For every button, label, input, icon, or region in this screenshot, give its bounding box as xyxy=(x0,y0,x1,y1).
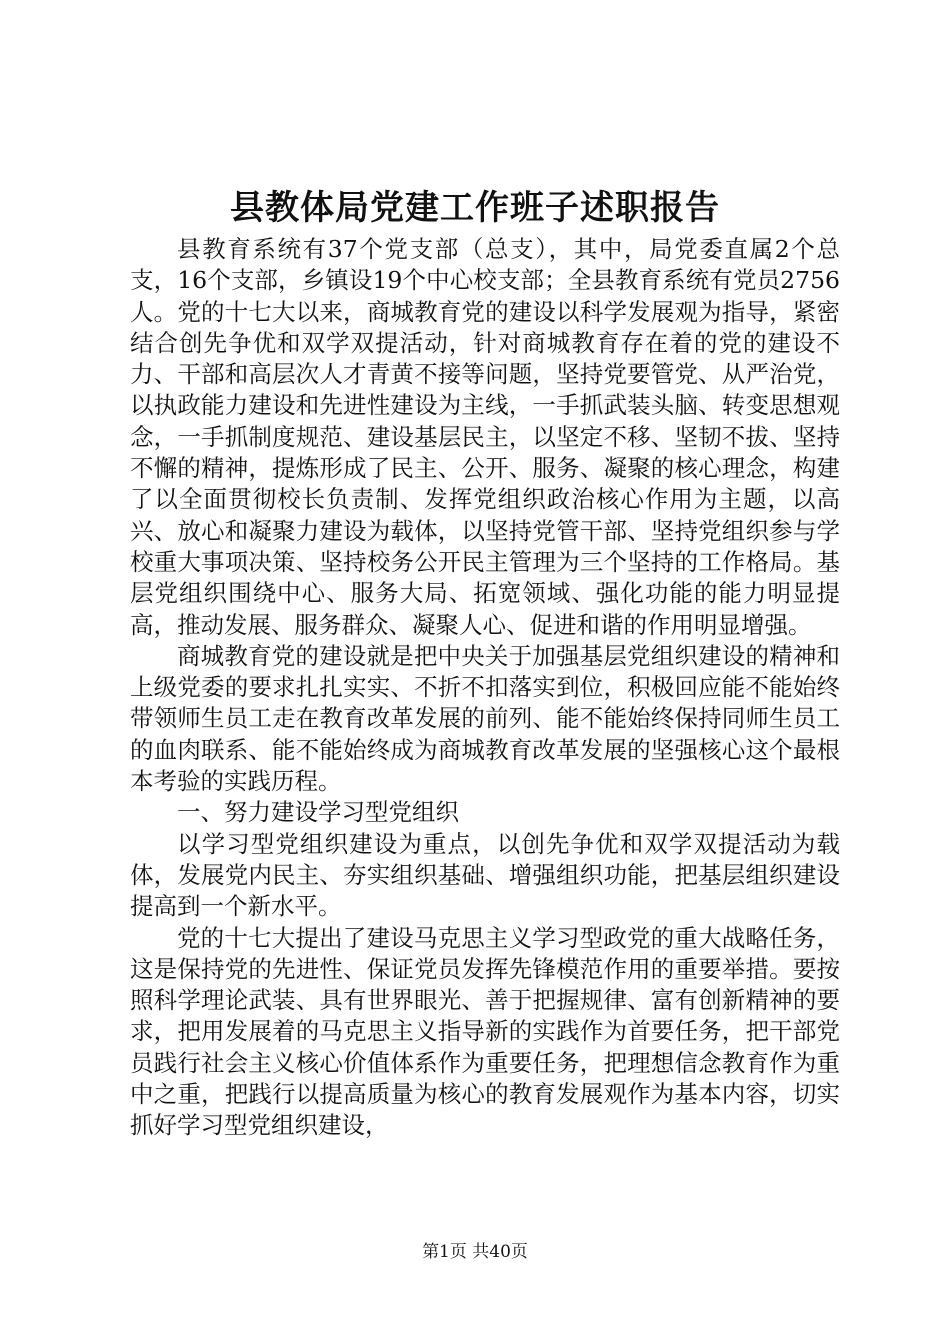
section-heading-1: 一、努力建设学习型党组织 xyxy=(177,798,459,827)
paragraph-1: 县教育系统有37个党支部（总支），其中，局党委直属2个总支，16个支部，乡镇设19个中心校支部；全县教育系统有党员2756人。党的十七大以来，商城教育党的建设以科学发展观为指导，紧密结合创先争优和双学双提活动，针对商城教育存在着的党的建设不力、干部和高层次人才青黄不接等问题，坚持党要管党、从严治党，以执政能力建设和先进性建设为主线，一手抓武装头脑、转变思想观念，一手抓制度规范、建设基层民主，以坚定不移、坚韧不拔、坚持不懈的精神，提炼形成了民主、公开、服务、凝聚的核心理念，构建了以全面贯彻校长负责制、发挥党组织政治核心作用为主题，以高兴、放心和凝聚力建设为载体，以坚持党管干部、坚持党组织参与学校重大事项决策、坚持校务公开民主管理为三个坚持的工作格局。基层党组织围绕中心、服务大局、拓宽领域、强化功能的能力明显提高，推动发展、服务群众、凝聚人心、促进和谐的作用明显增强。 xyxy=(130,235,840,639)
document-title: 县教体局党建工作班子述职报告 xyxy=(230,188,720,228)
paragraph-2: 商城教育党的建设就是把中央关于加强基层党组织建设的精神和上级党委的要求扎扎实实、不折不扣落实到位，积极回应能不能始终带领师生员工走在教育改革发展的前列、能不能始终保持同师生员工的血肉联系、能不能始终成为商城教育改革发展的坚强核心这个最根本考验的实践历程。 xyxy=(130,641,840,796)
paragraph-3: 以学习型党组织建设为重点，以创先争优和双学双提活动为载体，发展党内民主、夯实组织基础、增强组织功能，把基层组织建设提高到一个新水平。 xyxy=(130,829,840,921)
document-body xyxy=(130,234,840,1142)
paragraph-4: 党的十七大提出了建设马克思主义学习型政党的重大战略任务，这是保持党的先进性、保证党员发挥先锋模范作用的重要举措。要按照科学理论武装、具有世界眼光、善于把握规律、富有创新精神的要求，把用发展着的马克思主义指导新的实践作为首要任务，把干部党员践行社会主义核心价值体系作为重要任务，把理想信念教育作为重中之重，把践行以提高质量为核心的教育发展观作为基本内容，切实抓好学习型党组织建设， xyxy=(130,923,840,1140)
page-footer: 第1页 共40页 xyxy=(422,1242,528,1262)
